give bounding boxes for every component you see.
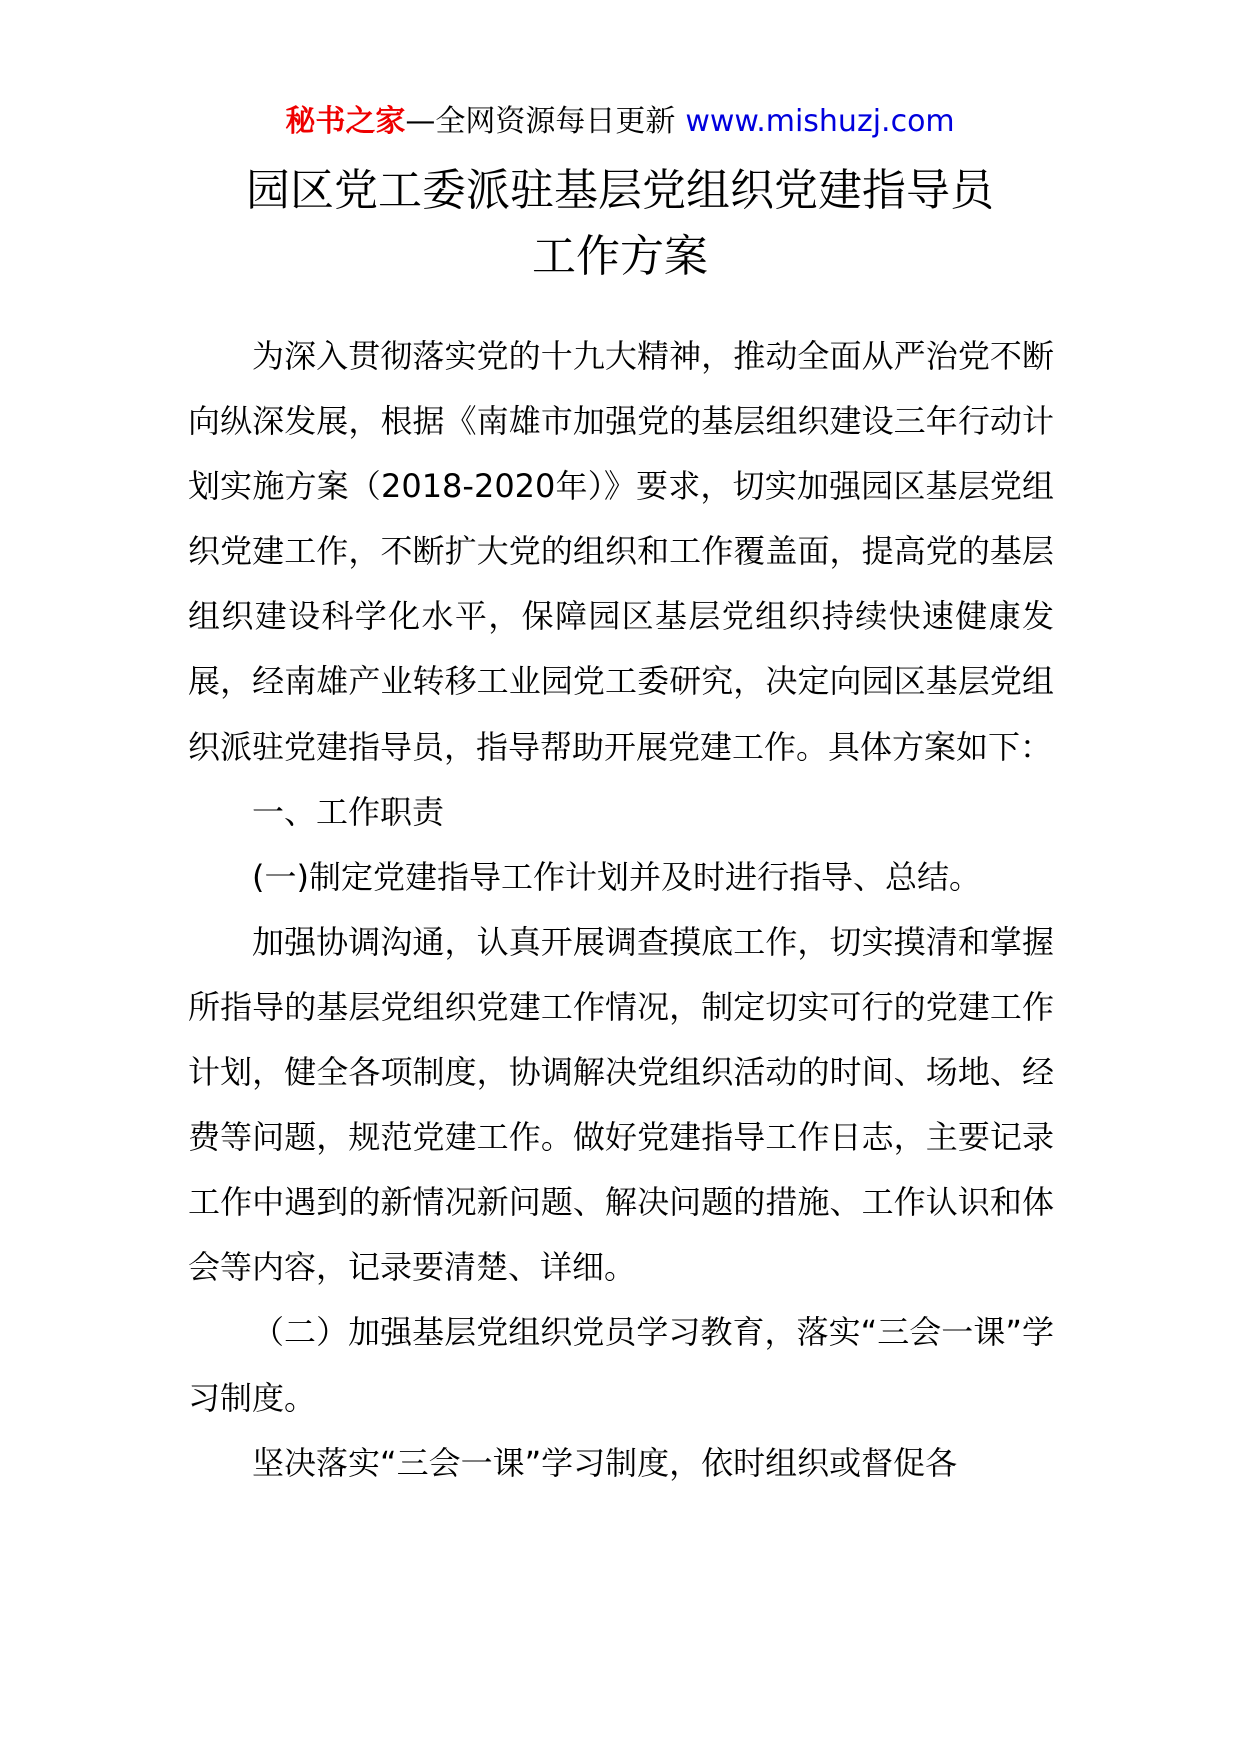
site-header bbox=[0, 102, 1240, 142]
site-url-link[interactable]: www.mishuzj.com bbox=[685, 104, 955, 139]
document-title bbox=[0, 158, 1240, 290]
intro-paragraph: 为深入贯彻落实党的十九大精神，推动全面从严治党不断向纵深发展，根据《南雄市加强党的基层组织建设三年行动计划实施方案（2018-2020年）》要求，切实加强园区基层党组织党建工作，不断扩大党的组织和工作覆盖面，提高党的基层组织建设科学化水平，保障园区基层党组织持续快速健康发展，经南雄产业转移工业园党工委研究，决定向园区基层党组织派驻党建指导员，指导帮助开展党建工作。具体方案如下： bbox=[188, 337, 1054, 766]
title-line-1: 园区党工委派驻基层党组织党建指导员 bbox=[246, 165, 994, 216]
site-brand: 秘书之家 bbox=[285, 104, 406, 139]
subsection-heading-2: （二）加强基层党组织党员学习教育，落实“三会一课”学习制度。 bbox=[188, 1313, 1054, 1417]
subsection-heading-1: (一)制定党建指导工作计划并及时进行指导、总结。 bbox=[252, 857, 981, 896]
document-body bbox=[188, 324, 1054, 1496]
site-tagline: —全网资源每日更新 bbox=[405, 104, 676, 139]
body-paragraph-1: 加强协调沟通，认真开展调查摸底工作，切实摸清和掌握所指导的基层党组织党建工作情况，制定切实可行的党建工作计划，健全各项制度，协调解决党组织活动的时间、场地、经费等问题，规范党建工作。做好党建指导工作日志，主要记录工作中遇到的新情况新问题、解决问题的措施、工作认识和体会等内容，记录要清楚、详细。 bbox=[188, 922, 1054, 1287]
title-line-2: 工作方案 bbox=[532, 231, 708, 282]
body-paragraph-2: 坚决落实“三会一课”学习制度，依时组织或督促各 bbox=[252, 1443, 958, 1482]
section-heading: 一、工作职责 bbox=[252, 792, 445, 831]
